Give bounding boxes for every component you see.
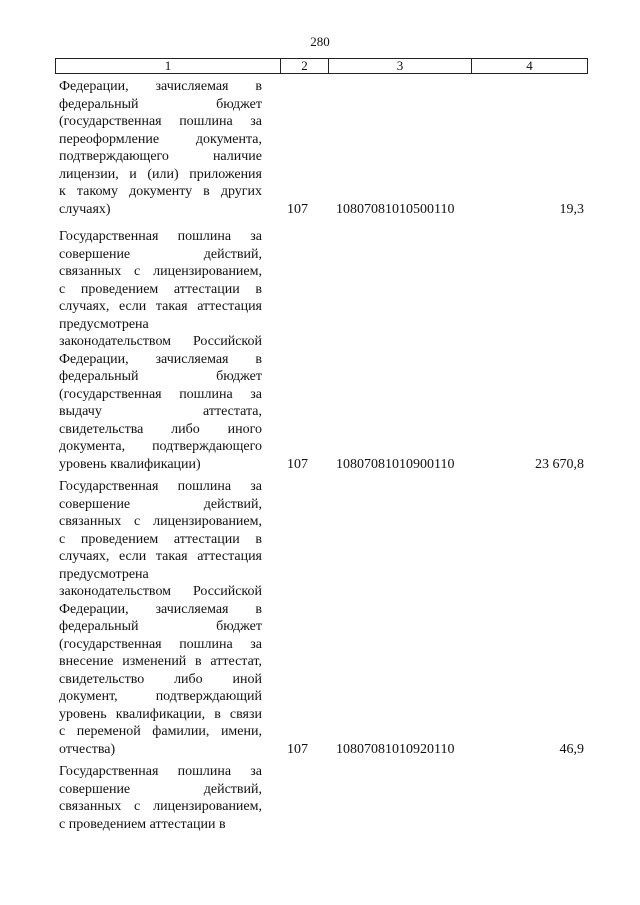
column-header-1: 1 xyxy=(56,59,281,73)
description-line: с проведением аттестации в xyxy=(59,281,262,297)
description-line: документа, подтверждающего xyxy=(59,439,262,454)
description-line: федеральный бюджет xyxy=(59,619,262,634)
admin-code: 107 xyxy=(287,741,308,757)
description-line: Государственная пошлина за xyxy=(59,229,262,244)
table-row xyxy=(59,228,588,473)
amount: 19,3 xyxy=(559,201,584,217)
description-line: Государственная пошлина за xyxy=(59,764,262,779)
page-number: 280 xyxy=(310,34,330,49)
table-row xyxy=(59,478,588,758)
description-line: отчества) xyxy=(59,741,116,757)
description-line: совершение действий, xyxy=(59,496,262,512)
description-line: внесение изменений в аттестат, xyxy=(59,654,262,669)
row-description xyxy=(59,478,262,758)
row-description xyxy=(59,763,262,833)
description-line: уровень квалификации) xyxy=(59,456,201,472)
description-line: Государственная пошлина за xyxy=(59,479,262,494)
description-line: переоформление документа, xyxy=(59,131,262,147)
description-line: лицензии, и (или) приложения xyxy=(59,166,262,182)
description-line: Федерации, зачисляемая в xyxy=(59,351,262,367)
amount: 46,9 xyxy=(559,741,584,757)
table-row xyxy=(59,78,588,218)
description-line: выдачу аттестата, xyxy=(59,404,262,419)
description-line: (государственная пошлина за xyxy=(59,114,262,129)
description-line: уровень квалификации, в связи xyxy=(59,706,262,722)
description-line: документ, подтверждающий xyxy=(59,689,262,704)
description-line: Федерации, зачисляемая в xyxy=(59,79,262,94)
budget-classification-code: 10807081010900110 xyxy=(336,456,455,472)
description-line: связанных с лицензированием, xyxy=(59,514,262,529)
description-line: федеральный бюджет xyxy=(59,96,262,112)
description-line: свидетельства либо иного xyxy=(59,421,262,437)
amount: 23 670,8 xyxy=(535,456,584,472)
description-line: федеральный бюджет xyxy=(59,369,262,384)
description-line: совершение действий, xyxy=(59,246,262,262)
description-line: законодательством Российской xyxy=(59,584,262,599)
description-line: с проведением аттестации в xyxy=(59,531,262,547)
description-line: совершение действий, xyxy=(59,781,262,797)
budget-classification-code: 10807081010920110 xyxy=(336,741,455,757)
description-line: свидетельство либо иной xyxy=(59,671,262,687)
description-line: с проведением аттестации в xyxy=(59,816,226,832)
admin-code: 107 xyxy=(287,201,308,217)
row-description xyxy=(59,228,262,473)
column-header-2: 2 xyxy=(281,59,329,73)
description-line: случаях) xyxy=(59,201,111,217)
description-line: связанных с лицензированием, xyxy=(59,799,262,814)
description-line: (государственная пошлина за xyxy=(59,386,262,402)
description-line: связанных с лицензированием, xyxy=(59,264,262,279)
description-line: к такому документу в других xyxy=(59,184,262,199)
column-header-4: 4 xyxy=(526,58,533,73)
description-line: предусмотрена xyxy=(59,316,149,332)
description-line: случаях, если такая аттестация xyxy=(59,549,262,564)
description-line: случаях, если такая аттестация xyxy=(59,299,262,314)
description-line: (государственная пошлина за xyxy=(59,636,262,652)
description-line: предусмотрена xyxy=(59,566,149,582)
description-line: законодательством Российской xyxy=(59,334,262,349)
description-line: Федерации, зачисляемая в xyxy=(59,601,262,617)
admin-code: 107 xyxy=(287,456,308,472)
row-description xyxy=(59,78,262,218)
description-line: подтверждающего наличие xyxy=(59,149,262,164)
table-row xyxy=(59,763,588,833)
budget-classification-code: 10807081010500110 xyxy=(336,201,455,217)
table-header xyxy=(55,58,588,74)
column-header-3: 3 xyxy=(329,59,472,73)
description-line: с переменой фамилии, имени, xyxy=(59,724,262,739)
